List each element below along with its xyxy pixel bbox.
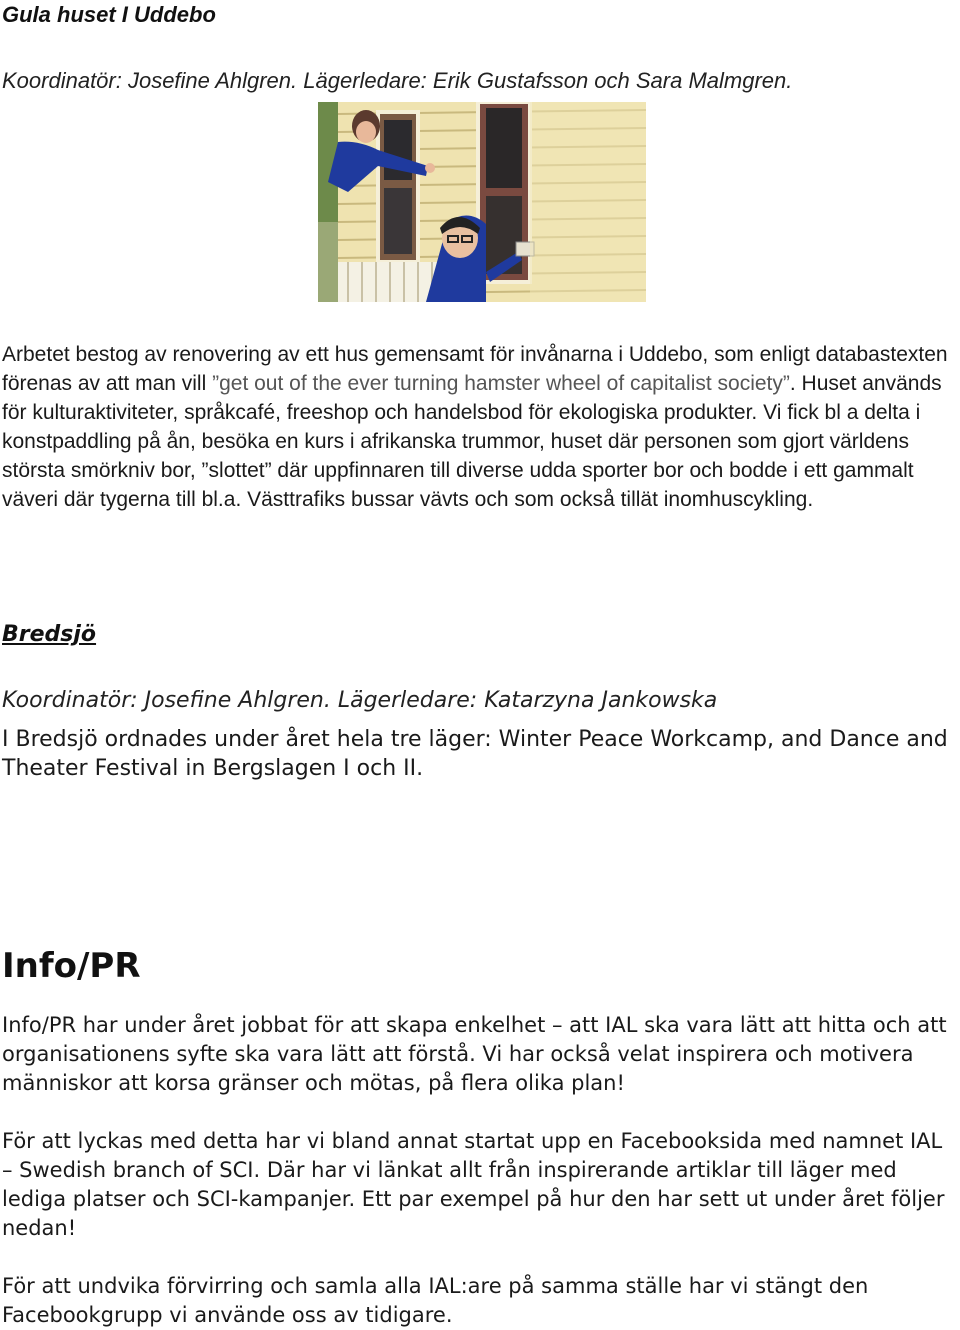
coordinators-bredsjo: Koordinatör: Josefine Ahlgren. Lägerledare: Katarzyna Jankowska bbox=[2, 688, 718, 713]
paragraph-gula-huset-rest: . Huset används för kulturaktiviteter, språkcafé, freeshop och handelsbod för ekologiska produkter. Vi fick bl a delta i konstpaddling på ån, besöka en kurs i afrikanska trummor, huset där personen som gjort världens största smörkniv bor, ”slottet” där uppfinnaren till diverse udda sporter bor och bodde i ett gammalt väveri där tygerna till bl.a. Västtrafiks bussar vävts och som också tillät inomhuscykling. bbox=[2, 372, 942, 511]
photo-house-painting bbox=[318, 102, 646, 302]
paragraph-bredsjo: I Bredsjö ordnades under året hela tre läger: Winter Peace Workcamp, and Dance and Theater Festival in Bergslagen I och II. bbox=[2, 727, 948, 781]
section-title-info-pr: Info/PR bbox=[2, 946, 141, 986]
paragraph-info-pr-2: För att lyckas med detta har vi bland annat startat upp en Facebooksida med namnet IAL – Swedish branch of SCI. Där har vi länkat allt från inspirerande artiklar till läger med lediga platser och SCI-kampanjer. Ett par exempel på hur den har sett ut under året följer nedan! bbox=[2, 1129, 945, 1240]
coordinators-gula-huset: Koordinatör: Josefine Ahlgren. Lägerledare: Erik Gustafsson och Sara Malmgren. bbox=[2, 68, 793, 93]
paragraph-gula-huset-quote: ”get out of the ever turning hamster wheel of capitalist society” bbox=[212, 372, 790, 395]
paragraph-info-pr-3: För att undvika förvirring och samla alla IAL:are på samma ställe har vi stängt den Facebookgrupp vi använde oss av tidigare. bbox=[2, 1274, 869, 1327]
section-title-gula-huset: Gula huset I Uddebo bbox=[2, 2, 216, 27]
paragraph-gula-huset-start: Arbetet bestog av renovering av ett hus gemensamt för invånarna i Uddebo, som enligt databastexten förenas av att man vill bbox=[2, 343, 948, 395]
section-title-bredsjo: Bredsjö bbox=[2, 622, 97, 647]
paragraph-gula-huset bbox=[2, 340, 958, 514]
photo-illustration bbox=[318, 102, 646, 302]
paragraph-info-pr-1: Info/PR har under året jobbat för att skapa enkelhet – att IAL ska vara lätt att hitta och att organisationens syfte ska vara lätt att förstå. Vi har också velat inspirera och motivera människor att korsa gränser och mötas, på flera olika plan! bbox=[2, 1013, 947, 1095]
